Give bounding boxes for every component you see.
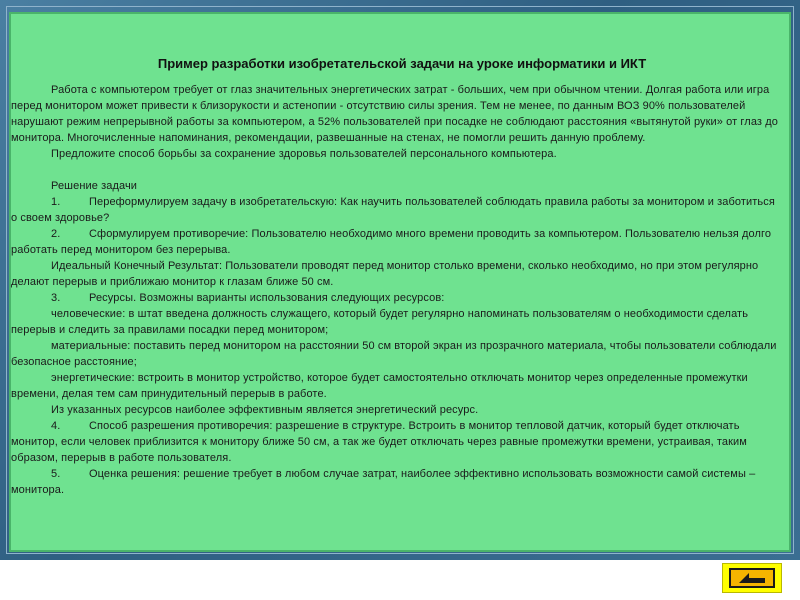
slide-body: [11, 82, 783, 498]
ideal-result: Идеальный Конечный Результат: Пользователи проводят перед монитор столько времени, сколько необходимо, но при этом регулярно делают перерыв и приближаю монитор к глазам ближе 50 см.: [11, 260, 759, 288]
resource-item: материальные: поставить перед монитором на расстоянии 50 см второй экран из прозрачного материала, чтобы пользователи соблюдали безопасное расстояние;: [11, 340, 777, 368]
return-button[interactable]: [722, 563, 782, 593]
return-button-inner: [729, 568, 775, 588]
intro-paragraph: Работа с компьютером требует от глаз значительных энергетических затрат - больших, чем при обычном чтении. Долгая работа или игра перед монитором может привести к близорукости и астенопии - отсутствию силы зрения. Тем не менее, по данным ВОЗ 90% пользователей нарушают режим непрерывной работы за компьютером, а 52% пользователей при посадке не соблюдают расстояния «вытянутой руки» от глаз до монитора. Многочисленные напоминания, рекомендации, развешанные на стенах, не помогли решить данную проблему.: [11, 84, 778, 144]
task-paragraph: Предложите способ борьбы за сохранение здоровья пользователей персонального компьютера.: [51, 148, 557, 160]
slide-title: Пример разработки изобретательской задачи на уроке информатики и ИКТ: [157, 56, 647, 71]
resource-item: энергетические: встроить в монитор устройство, которое будет самостоятельно отключать монитор через определенные промежутки времени, делая тем сам принудительный перерыв в работе.: [11, 372, 748, 400]
solution-heading: Решение задачи: [51, 180, 138, 192]
resource-item: человеческие: в штат введена должность служащего, который будет регулярно напоминать пользователям о необходимости сделать перерыв и следить за правилами посадки перед монитором;: [11, 308, 749, 336]
step-item: 5. Оценка решения: решение требует в любом случае затрат, наиболее эффективно использовать возможности самой системы – монитора.: [11, 468, 756, 496]
step-item: 3. Ресурсы. Возможны варианты использования следующих ресурсов:: [51, 292, 445, 304]
spacer: [11, 162, 783, 178]
step-item: 1. Переформулируем задачу в изобретательскую: Как научить пользователей соблюдать правила работы за монитором и заботиться о своем здоровье?: [11, 196, 775, 224]
return-arrow-icon: [737, 571, 767, 585]
content-panel: [9, 12, 791, 552]
resource-conclusion: Из указанных ресурсов наиболее эффективным является энергетический ресурс.: [51, 404, 479, 416]
step-item: 4. Способ разрешения противоречия: разрешение в структуре. Встроить в монитор тепловой датчик, который будет отключать монитор, если человек приблизится к монитору ближе 50 см, а так же будет отключать через равные промежутки времени, устраивая, таким образом, перерыв в работе пользователя.: [11, 420, 747, 464]
step-item: 2. Сформулируем противоречие: Пользователю необходимо много времени проводить за компьютером. Пользователю нельзя долго работать перед монитором без перерыва.: [11, 228, 772, 256]
